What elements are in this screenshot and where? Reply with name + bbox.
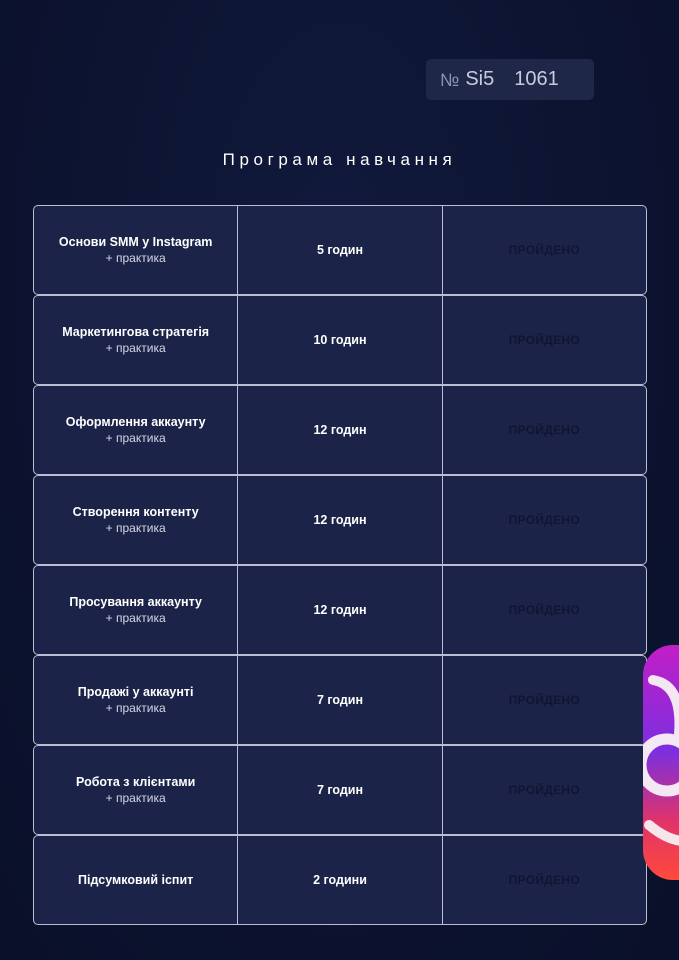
- subject-name: Основи SMM у Instagram: [58, 235, 213, 249]
- table-row: [33, 205, 647, 295]
- hours-cell: [238, 836, 442, 924]
- subject-cell: [34, 746, 238, 834]
- hours-value: 12 годин: [313, 423, 367, 437]
- status-cell: [443, 386, 646, 474]
- hours-cell: [238, 296, 442, 384]
- status-value: ПРОЙДЕНО: [508, 513, 581, 527]
- subject-cell: [34, 566, 238, 654]
- status-cell: [443, 476, 646, 564]
- status-cell: [443, 296, 646, 384]
- subject-name: Підсумковий іспит: [78, 873, 194, 887]
- table-row: [33, 475, 647, 565]
- table-row: [33, 565, 647, 655]
- table-row: [33, 835, 647, 925]
- hours-cell: [238, 476, 442, 564]
- hours-cell: [238, 566, 442, 654]
- subject-name: Продажі у аккаунті: [77, 685, 194, 699]
- table-row: [33, 745, 647, 835]
- decorative-instagram-logo: [643, 640, 679, 880]
- hours-value: 12 годин: [313, 603, 367, 617]
- table-row: [33, 385, 647, 475]
- subject-note: + практика: [105, 341, 166, 355]
- curriculum-table: [33, 205, 647, 925]
- status-value: ПРОЙДЕНО: [508, 873, 581, 887]
- hours-cell: [238, 206, 442, 294]
- subject-note: + практика: [105, 701, 166, 715]
- subject-cell: [34, 296, 238, 384]
- number-sign: №: [440, 70, 460, 90]
- status-cell: [443, 206, 646, 294]
- hours-value: 7 годин: [316, 783, 364, 797]
- status-value: ПРОЙДЕНО: [508, 603, 581, 617]
- status-cell: [443, 566, 646, 654]
- subject-cell: [34, 476, 238, 564]
- status-cell: [443, 656, 646, 744]
- table-row: [33, 295, 647, 385]
- hours-cell: [238, 386, 442, 474]
- subject-cell: [34, 386, 238, 474]
- certificate-series: Si5: [465, 68, 495, 90]
- subject-name: Оформлення аккаунту: [65, 415, 206, 429]
- subject-cell: [34, 836, 238, 924]
- subject-cell: [34, 206, 238, 294]
- subject-note: + практика: [105, 251, 166, 265]
- subject-note: + практика: [105, 521, 166, 535]
- hours-value: 10 годин: [313, 333, 367, 347]
- page-title: Програма навчання: [222, 150, 457, 169]
- subject-name: Створення контенту: [72, 505, 199, 519]
- status-value: ПРОЙДЕНО: [508, 783, 581, 797]
- subject-cell: [34, 656, 238, 744]
- certificate-number: 1061: [514, 68, 559, 90]
- hours-value: 7 годин: [316, 693, 364, 707]
- hours-value: 5 годин: [316, 243, 364, 257]
- subject-note: + практика: [105, 791, 166, 805]
- certificate-number-badge: [426, 59, 594, 100]
- hours-cell: [238, 746, 442, 834]
- status-value: ПРОЙДЕНО: [508, 693, 581, 707]
- hours-value: 2 години: [313, 873, 367, 887]
- subject-name: Робота з клієнтами: [76, 775, 196, 789]
- status-value: ПРОЙДЕНО: [508, 243, 581, 257]
- hours-cell: [238, 656, 442, 744]
- subject-name: Просування аккаунту: [69, 595, 202, 609]
- status-value: ПРОЙДЕНО: [508, 423, 581, 437]
- subject-note: + практика: [105, 611, 166, 625]
- subject-name: Маркетингова стратегія: [62, 325, 210, 339]
- table-row: [33, 655, 647, 745]
- status-cell: [443, 746, 646, 834]
- status-cell: [443, 836, 646, 924]
- hours-value: 12 годин: [313, 513, 367, 527]
- status-value: ПРОЙДЕНО: [508, 333, 581, 347]
- subject-note: + практика: [105, 431, 166, 445]
